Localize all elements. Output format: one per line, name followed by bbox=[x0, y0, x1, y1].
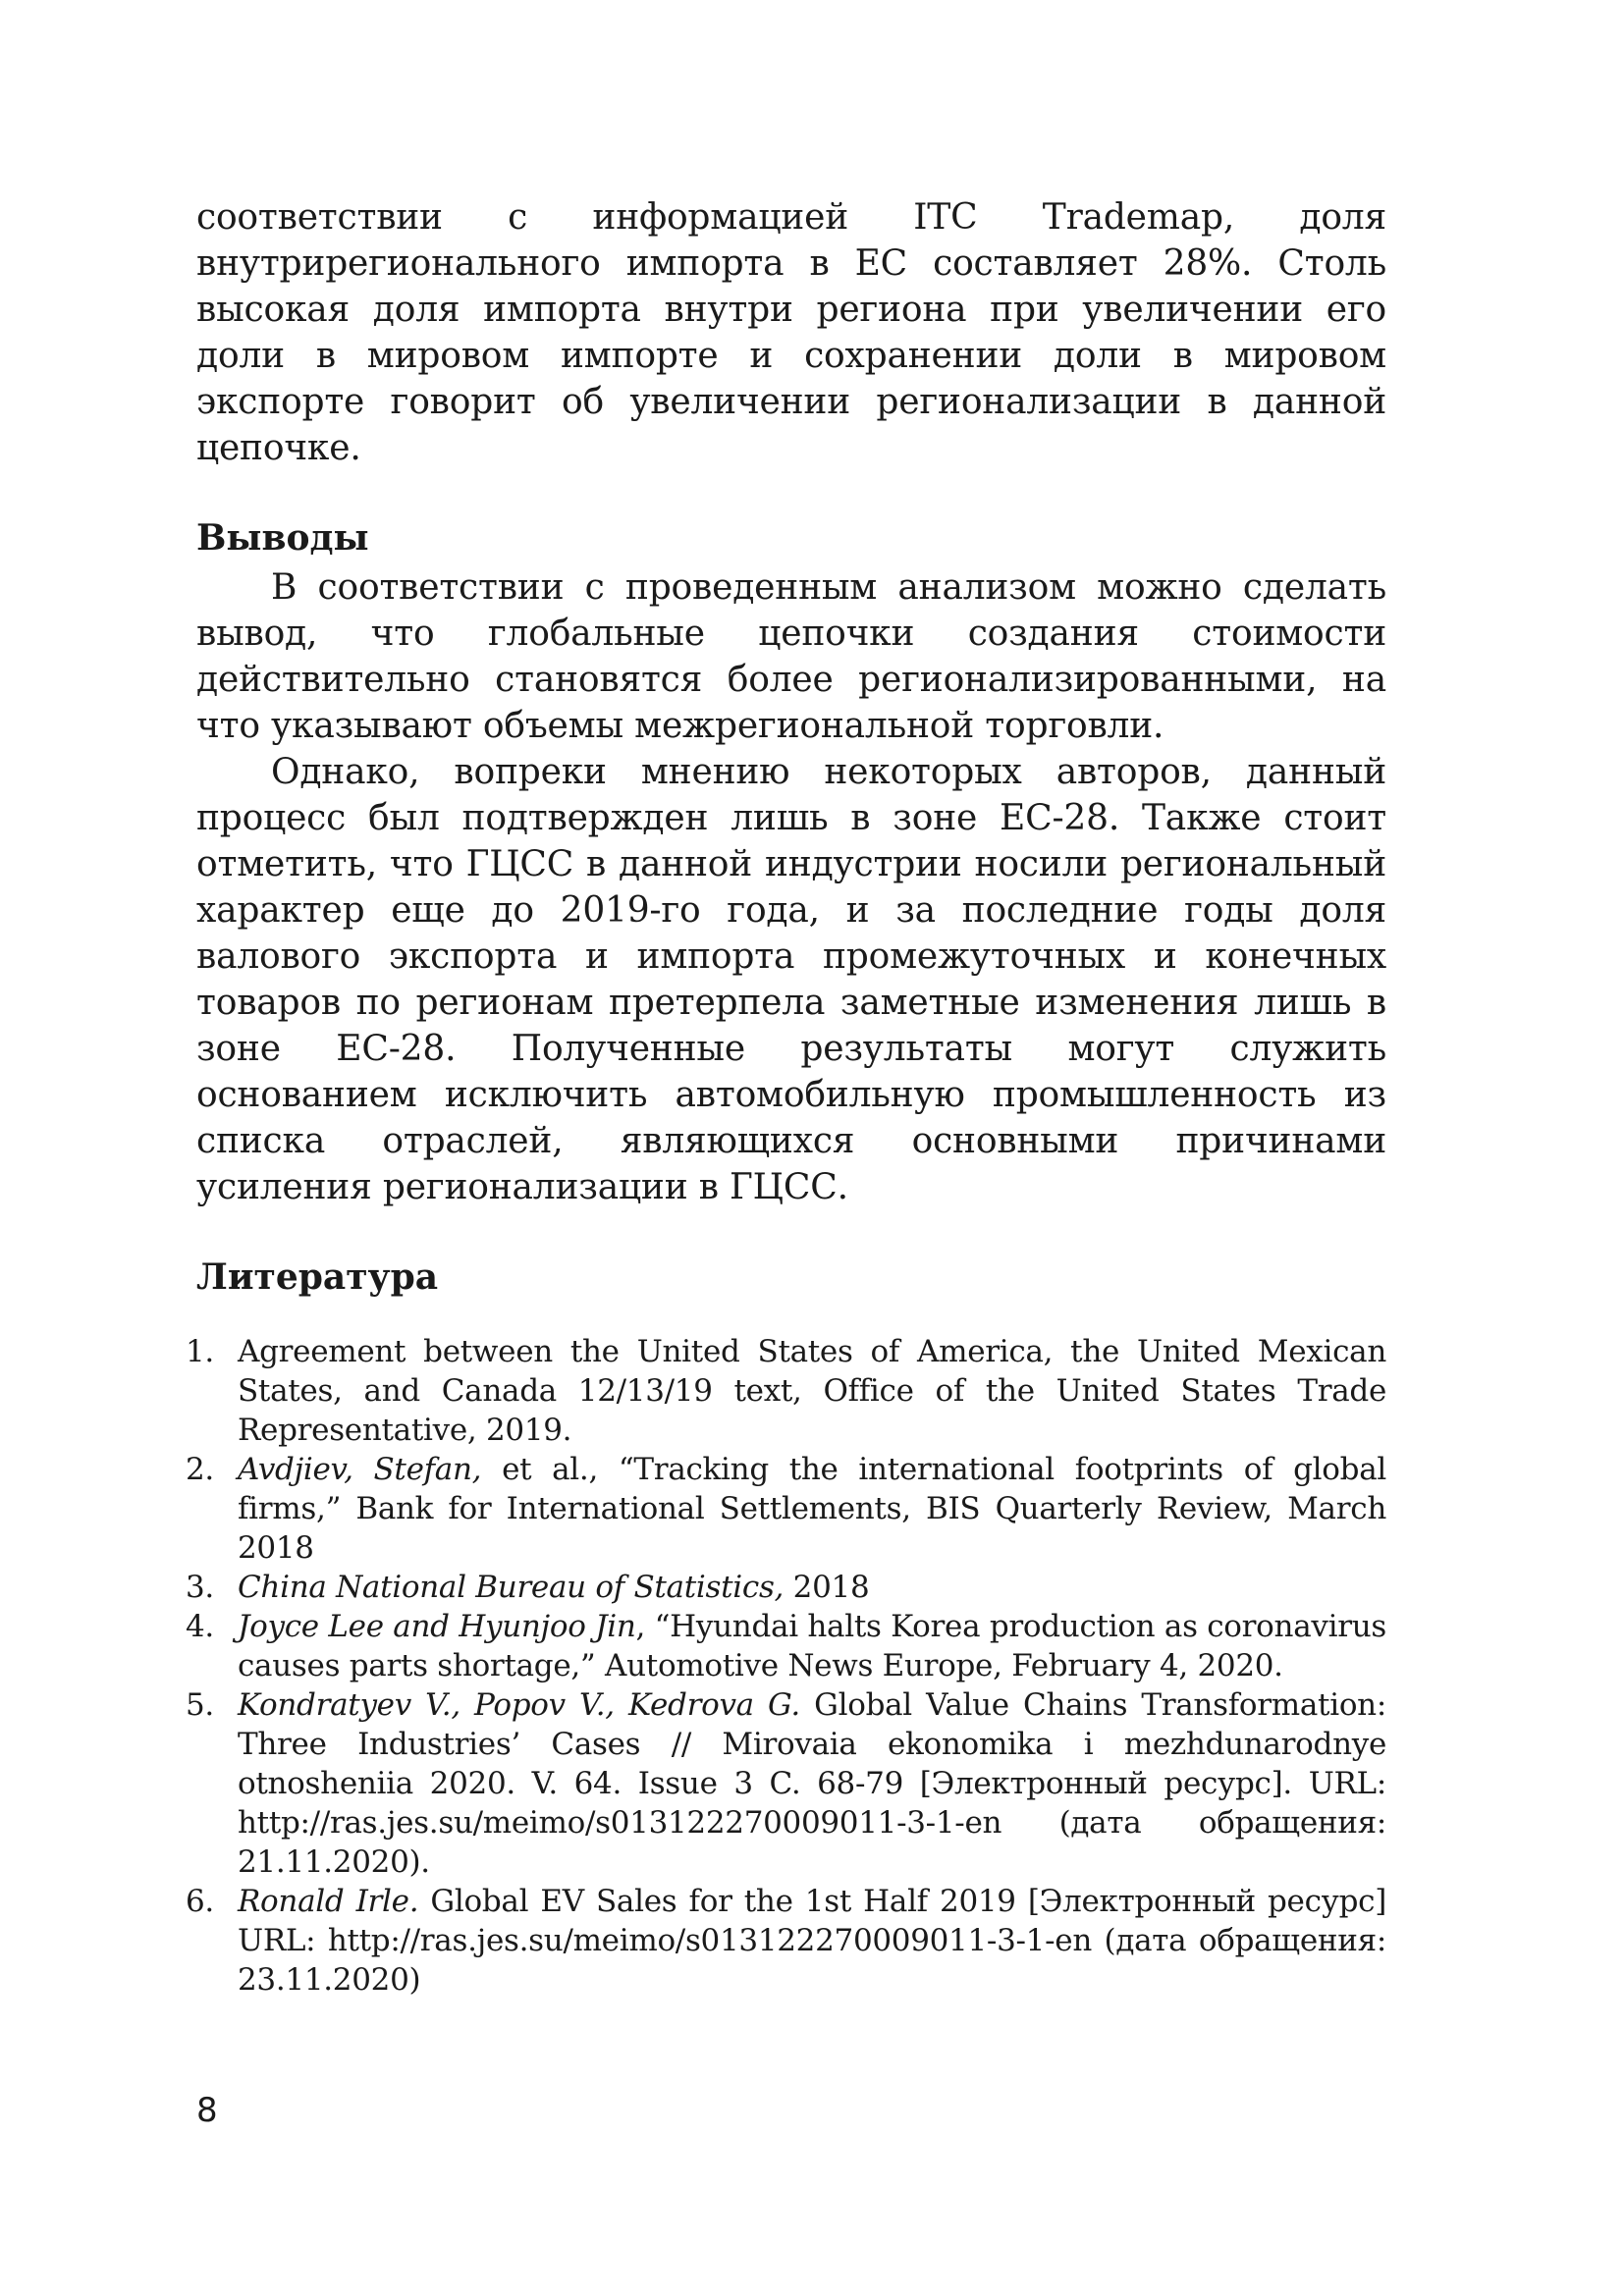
reference-text: 2018 bbox=[784, 1570, 870, 1605]
reference-item bbox=[186, 1568, 1386, 1607]
references-list bbox=[186, 1332, 1387, 2000]
reference-authors: Joyce Lee and Hyunjoo Jin bbox=[238, 1609, 636, 1644]
references-heading: Литература bbox=[196, 1256, 439, 1298]
reference-item bbox=[186, 1882, 1386, 2000]
reference-authors: China National Bureau of Statistics, bbox=[238, 1570, 785, 1605]
conclusions-paragraph-1: В соответствии с проведенным анализом можно сделать вывод, что глобальные цепочки создания стоимости действительно становятся более регионализированными, на что указывают объемы межрегиональной торговли. bbox=[196, 567, 1386, 746]
reference-text: et al., “Tracking the international footprints of global firms,” Bank for International Settlements, BIS Quarterly Review, March 2018 bbox=[238, 1452, 1386, 1566]
reference-item bbox=[186, 1685, 1386, 1882]
conclusions-heading: Выводы bbox=[196, 517, 369, 559]
reference-item bbox=[186, 1607, 1387, 1685]
reference-text: , “Hyundai halts Korea production as coronavirus causes parts shortage,” Automotive News Europe, February 4, 2020. bbox=[238, 1609, 1387, 1683]
reference-item bbox=[186, 1450, 1386, 1568]
reference-text: Global Value Chains Transformation: Three Industries’ Cases // Mirovaia ekonomika i mezhdunarodnye otnosheniia 2020. V. 64. Issue 3 C. 68-79 [Электронный ресурс]. URL: http://ras.jes.su/meimo/s013122270009011-3-1-en (дата обращения: 21.11.2020). bbox=[238, 1687, 1386, 1880]
reference-text: Global EV Sales for the 1st Half 2019 [Электронный ресурс] URL: http://ras.jes.su/meimo/s013122270009011-3-1-en (дата обращения: 23.11.2020) bbox=[238, 1884, 1386, 1998]
intro-paragraph: соответствии с информацией ITC Trademap, доля внутрирегионального импорта в ЕС составляет 28%. Столь высокая доля импорта внутри региона при увеличении его доли в мировом импорте и сохранении доли в мировом экспорте говорит об увеличении регионализации в данной цепочке. bbox=[196, 197, 1386, 468]
reference-item bbox=[186, 1332, 1386, 1450]
reference-number: 6. bbox=[186, 1884, 214, 1919]
reference-text: Agreement between the United States of America, the United Mexican States, and Canada 12/13/19 text, Office of the United States Trade Representative, 2019. bbox=[238, 1334, 1386, 1448]
reference-number: 5. bbox=[186, 1687, 214, 1723]
reference-number: 4. bbox=[186, 1609, 214, 1644]
page-number: 8 bbox=[196, 2091, 218, 2130]
page-body bbox=[186, 194, 1387, 2000]
conclusions-paragraph-2: Однако, вопреки мнению некоторых авторов, данный процесс был подтвержден лишь в зоне ЕС-28. Также стоит отметить, что ГЦСС в данной индустрии носили региональный характер еще до 2019-го года, и за последние годы доля валового экспорта и импорта промежуточных и конечных товаров по регионам претерпела заметные изменения лишь в зоне ЕС-28. Полученные результаты могут служить основанием исключить автомобильную промышленность из списка отраслей, являющихся основными причинами усиления регионализации в ГЦСС. bbox=[196, 752, 1386, 1207]
reference-authors: Avdjiev, Stefan, bbox=[238, 1452, 482, 1487]
reference-number: 2. bbox=[186, 1452, 214, 1487]
reference-number: 1. bbox=[186, 1334, 214, 1369]
reference-number: 3. bbox=[186, 1570, 214, 1605]
reference-authors: Ronald Irle. bbox=[238, 1884, 419, 1919]
reference-authors: Kondratyev V., Popov V., Kedrova G. bbox=[238, 1687, 800, 1723]
